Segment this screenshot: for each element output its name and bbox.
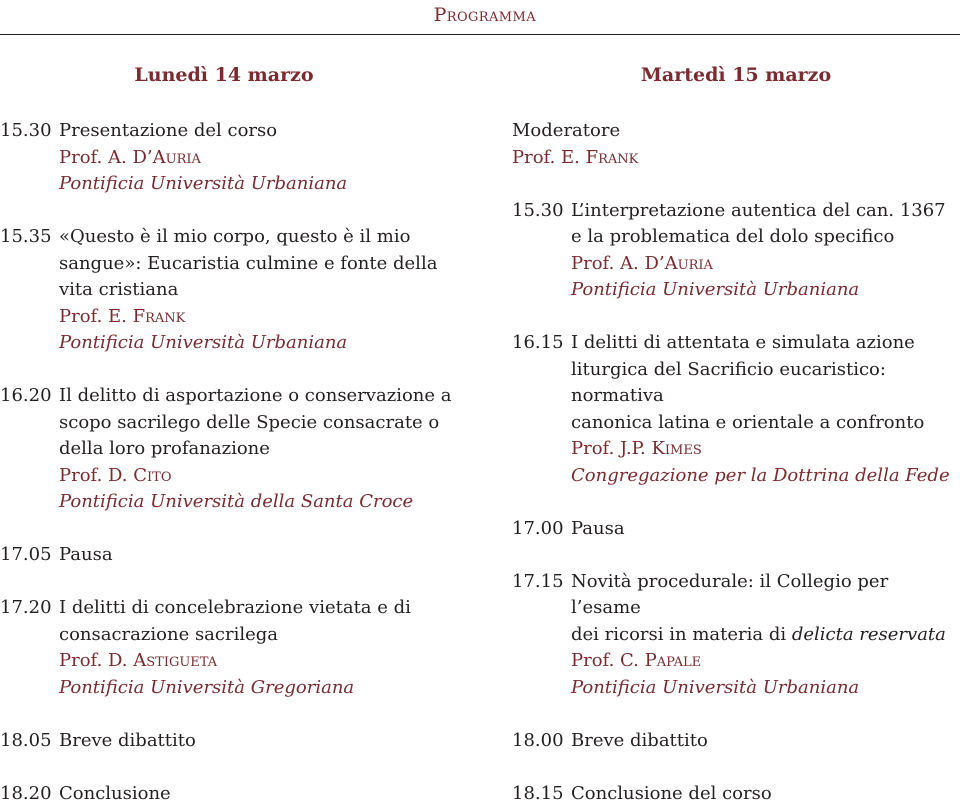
item-time: 17.00: [512, 517, 564, 539]
speaker-name: Papale: [644, 650, 702, 671]
tuesday-schedule: [512, 118, 960, 807]
item-title-line: vita cristiana: [59, 279, 179, 300]
item-title: Pausa: [571, 517, 625, 539]
item-title-line: Il delitto di asportazione o conservazione a: [59, 385, 452, 406]
speaker-name: Kimes: [651, 438, 702, 459]
schedule-item: [512, 569, 960, 702]
schedule-item: [0, 224, 470, 357]
item-time: 16.20: [0, 385, 52, 406]
speaker-name: Frank: [132, 305, 186, 327]
latin-term: delicta reservata: [791, 623, 946, 645]
item-title-line: consacrazione sacrilega: [59, 623, 279, 645]
item-title-line: I delitti di concelebrazione vietata e di: [59, 597, 411, 618]
item-title-line: sangue»: Eucaristia culmine e fonte della: [59, 252, 438, 274]
speaker-institution: Pontificia Università Urbaniana: [59, 332, 348, 353]
schedule-item: [0, 542, 470, 569]
schedule-item: [0, 383, 470, 516]
item-time: 17.15: [512, 570, 564, 592]
item-title: Conclusione: [59, 782, 171, 804]
speaker: Prof. D. Cito: [59, 464, 172, 486]
moderator-block: [512, 118, 960, 171]
speaker-institution: Pontificia Università Urbaniana: [59, 173, 348, 194]
item-title-line: L’interpretazione autentica del can. 1367: [571, 199, 946, 221]
item-title-line: I delitti di attentata e simulata azione: [571, 332, 915, 353]
item-title-line: liturgica del Sacrificio eucaristico: normativa: [571, 358, 886, 406]
schedule-item: [512, 330, 960, 489]
item-title-line: canonica latina e orientale a confronto: [571, 411, 925, 433]
speaker-institution: Pontificia Università Urbaniana: [571, 676, 860, 698]
speaker-institution: Pontificia Università Gregoriana: [59, 676, 355, 698]
item-time: 17.20: [0, 597, 52, 618]
item-time: 17.05: [0, 544, 52, 565]
speaker: Prof. D. Astigueta: [59, 650, 218, 671]
item-time: 18.05: [0, 729, 52, 751]
item-title-line: «Questo è il mio corpo, questo è il mio: [59, 226, 411, 247]
schedule-item: [512, 516, 960, 543]
item-title-line: e la problematica del dolo specifico: [571, 226, 895, 247]
schedule-item: [0, 728, 470, 755]
item-time: 15.35: [0, 226, 52, 247]
speaker: Prof. A. D’Auria: [59, 146, 201, 168]
item-title: Pausa: [59, 544, 113, 565]
item-time: 16.15: [512, 332, 564, 353]
day-heading-tuesday: Martedì 15 marzo: [640, 64, 832, 86]
speaker: Prof. A. D’Auria: [571, 252, 713, 274]
item-title: Conclusione del corso: [571, 782, 772, 804]
page-header: [0, 0, 960, 34]
item-time: 18.15: [512, 782, 564, 804]
speaker-institution: Pontificia Università Urbaniana: [571, 279, 860, 300]
speaker-institution: Congregazione per la Dottrina della Fede: [571, 464, 950, 486]
item-title: Breve dibattito: [571, 729, 708, 751]
header-divider: [0, 34, 960, 35]
schedule-item: [0, 595, 470, 701]
item-title-line: scopo sacrilego delle Specie consacrate o: [59, 411, 440, 433]
speaker: Prof. C. Papale: [571, 650, 702, 671]
item-time: 18.00: [512, 729, 564, 751]
schedule-item: [512, 728, 960, 755]
day-heading-monday: Lunedì 14 marzo: [134, 64, 314, 86]
speaker-name: D’Auria: [644, 252, 713, 274]
schedule-item: [0, 118, 470, 198]
item-title-line: della loro profanazione: [59, 438, 270, 459]
speaker: Prof. J.P. Kimes: [571, 438, 702, 459]
page-title: Programma: [433, 4, 536, 26]
moderator-name: Frank: [585, 146, 639, 168]
moderator: Prof. E. Frank: [512, 146, 639, 168]
schedule-item: [512, 198, 960, 304]
item-title-line: Novità procedurale: il Collegio per l’esame: [571, 570, 889, 618]
item-title-line: dei ricorsi in materia di delicta reservata: [571, 623, 946, 645]
item-time: 15.30: [0, 120, 52, 141]
item-title: Presentazione del corso: [59, 120, 278, 141]
speaker-name: Astigueta: [133, 650, 218, 671]
item-title: Breve dibattito: [59, 729, 196, 751]
schedule-item: [512, 781, 960, 808]
monday-schedule: [0, 118, 470, 807]
speaker: Prof. E. Frank: [59, 305, 186, 327]
schedule-item: [0, 781, 470, 808]
speaker-name: Cito: [133, 464, 172, 486]
item-time: 18.20: [0, 782, 52, 804]
item-time: 15.30: [512, 199, 564, 221]
moderator-label: Moderatore: [512, 120, 621, 141]
speaker-name: D’Auria: [132, 146, 201, 168]
speaker-institution: Pontificia Università della Santa Croce: [59, 491, 414, 512]
